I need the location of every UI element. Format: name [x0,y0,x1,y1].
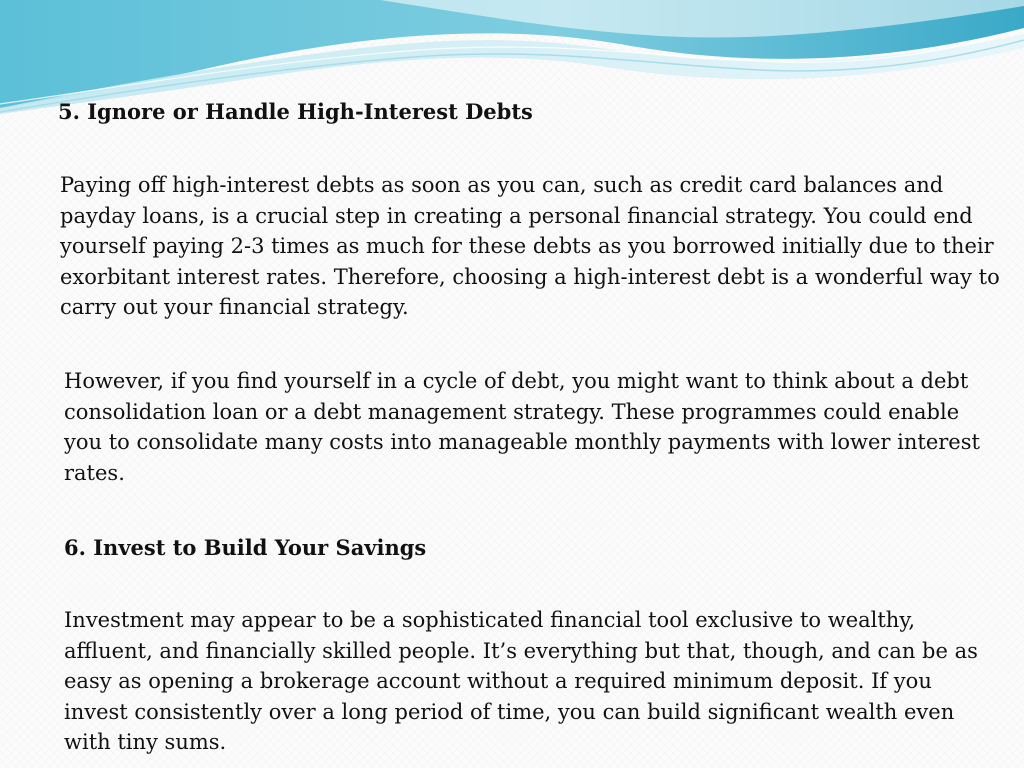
section-heading-high-interest-debts: 5. Ignore or Handle High-Interest Debts [58,99,533,124]
section-heading-invest-savings: 6. Invest to Build Your Savings [64,535,427,560]
paragraph-debt-consolidation: However, if you find yourself in a cycle of debt, you might want to think about a debt consolidation loan or a debt management strategy. These programmes could enable you to consolidate many costs into manageable monthly payments with lower interest rates. [64,369,980,485]
paragraph-investment: Investment may appear to be a sophisticated financial tool exclusive to wealthy, affluent, and financially skilled people. It’s everything but that, though, and can be as easy as opening a brokerage account without a required minimum deposit. If you invest consistently over a long period of time, you can build significant wealth even with tiny sums. [64,608,978,754]
paragraph-paying-off-debts: Paying off high-interest debts as soon as you can, such as credit card balances and payday loans, is a crucial step in creating a personal financial strategy. You could end yourself paying 2-3 times as much for these debts as you borrowed initially due to their exorbitant interest rates. Therefore, choosing a high-interest debt is a wonderful way to carry out your financial strategy. [60,173,1000,319]
